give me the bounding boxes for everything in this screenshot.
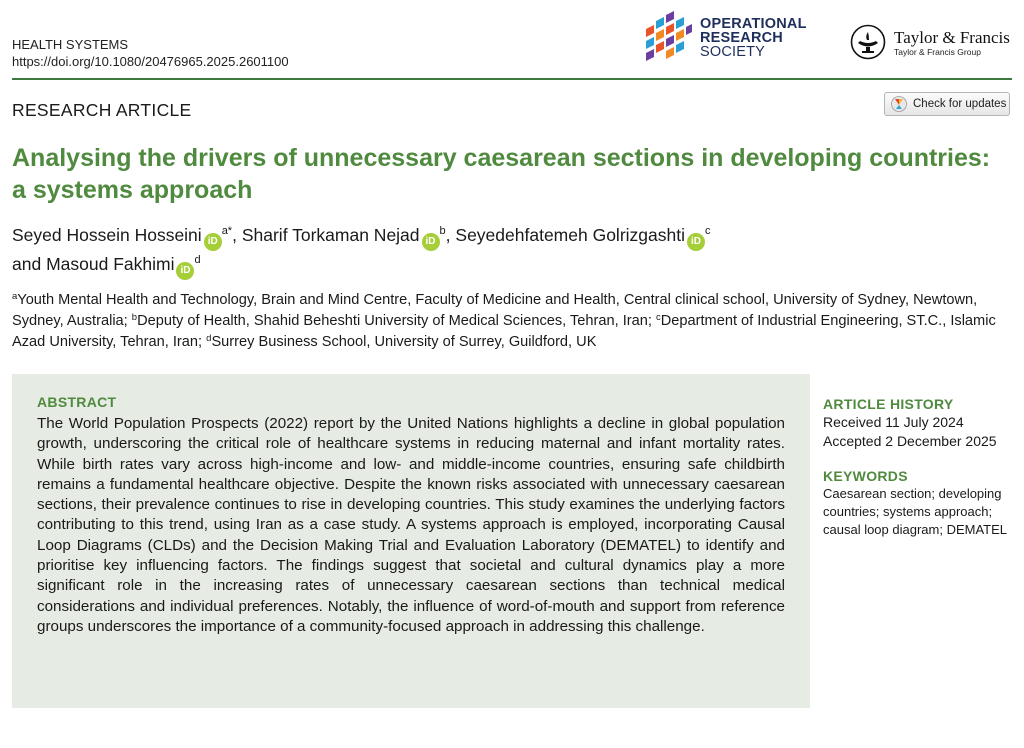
check-for-updates-button[interactable]: [884, 92, 1010, 116]
ors-line2: RESEARCH: [700, 30, 783, 46]
author-affil-mark: b: [439, 225, 446, 237]
affil-mark: d: [206, 333, 212, 344]
orcid-icon[interactable]: iD: [204, 233, 222, 251]
author-separator: ,: [445, 225, 451, 245]
crossmark-icon: [891, 96, 907, 112]
journal-name: HEALTH SYSTEMS: [12, 37, 129, 52]
author-name[interactable]: Seyed Hossein Hosseini: [12, 225, 202, 245]
accepted-date: Accepted 2 December 2025: [823, 433, 997, 449]
tf-name: Taylor & Francis: [894, 27, 1010, 47]
article-title: Analysing the drivers of unnecessary caesarean sections in developing countries: a systems approach: [12, 144, 991, 204]
author-name[interactable]: Masoud Fakhimi: [46, 254, 175, 274]
orcid-icon[interactable]: iD: [176, 262, 194, 280]
author-separator: ,: [232, 225, 237, 245]
affiliations: [12, 290, 1012, 353]
affil-mark: b: [131, 312, 138, 323]
abstract-heading: ABSTRACT: [37, 394, 117, 410]
affil-text: Surrey Business School, University of Surrey, Guildford, UK: [211, 334, 597, 350]
ors-line1: OPERATIONAL: [700, 16, 807, 32]
affil-text: Deputy of Health, Shahid Beheshti University of Medical Sciences, Tehran, Iran;: [137, 313, 652, 329]
abstract-text: The World Population Prospects (2022) report by the United Nations highlights a decline in global population growth, underscoring the critical role of healthcare systems in reducing maternal and infant mortality rates. While birth rates vary across high-income and low- and middle-income countries, ensuring safe childbirth remains a fundamental healthcare objective. Despite the known risks associated with unnecessary caesarean sections, their prevalence continues to rise in developing countries. This study examines the underlying factors contributing to this trend, using Iran as a case study. A systems approach is employed, incorporating Causal Loop Diagrams (CLDs) and the Decision Making Trial and Evaluation Laboratory (DEMATEL) to identify and prioritise key influencing factors. The findings suggest that societal and cultural dynamics play a more significant role in the increasing rates of unnecessary caesarean sections than technical medical considerations and individual preferences. Notably, the influence of word-of-mouth and support from reference groups underscores the importance of a community-focused approach in addressing this challenge.: [37, 415, 785, 635]
author-name[interactable]: Seyedehfatemeh Golrizgashti: [455, 225, 685, 245]
ors-wordmark: [700, 17, 807, 59]
abstract-panel: [12, 374, 810, 708]
affil-mark: c: [656, 312, 661, 323]
affil-text: Youth Mental Health and Technology, Brain and Mind Centre, Faculty of Medicine and Health, Central clinical school, University of Sydney, Newtown, Sydney, Australia;: [12, 292, 978, 329]
ors-logo[interactable]: [642, 9, 832, 67]
taylor-francis-logo[interactable]: [850, 24, 1010, 60]
check-for-updates-label: Check for updates: [913, 98, 1007, 110]
keywords-heading: KEYWORDS: [823, 468, 908, 484]
affil-text: Department of Industrial Engineering, ST.C., Islamic Azad University, Tehran, Iran;: [12, 313, 996, 350]
doi-link[interactable]: https://doi.org/10.1080/20476965.2025.2601100: [12, 54, 289, 69]
orcid-icon[interactable]: iD: [687, 233, 705, 251]
tf-group: Taylor & Francis Group: [894, 46, 981, 57]
author-and: and: [12, 254, 42, 274]
received-date: Received 11 July 2024: [823, 414, 964, 430]
keywords-text: Caesarean section; developing countries; systems approach; causal loop diagram; DEMATEL: [823, 486, 1008, 537]
article-type: RESEARCH ARTICLE: [12, 100, 192, 120]
history-heading: ARTICLE HISTORY: [823, 396, 954, 412]
taylor-francis-lamp-icon: [850, 24, 886, 60]
author-affil-mark: c: [704, 225, 711, 237]
author-name[interactable]: Sharif Torkaman Nejad: [241, 225, 420, 245]
ors-mark-icon: [642, 11, 696, 65]
affil-mark: a: [12, 291, 18, 302]
journal-header: [12, 36, 289, 70]
keywords-section: [823, 467, 1013, 539]
author-affil-mark: d: [194, 254, 201, 266]
ors-line3: SOCIETY: [700, 44, 766, 60]
header-divider: [12, 78, 1012, 80]
author-affil-mark: a*: [221, 225, 233, 237]
article-history: [823, 395, 1013, 451]
author-list: [12, 222, 1012, 280]
orcid-icon[interactable]: iD: [422, 233, 440, 251]
